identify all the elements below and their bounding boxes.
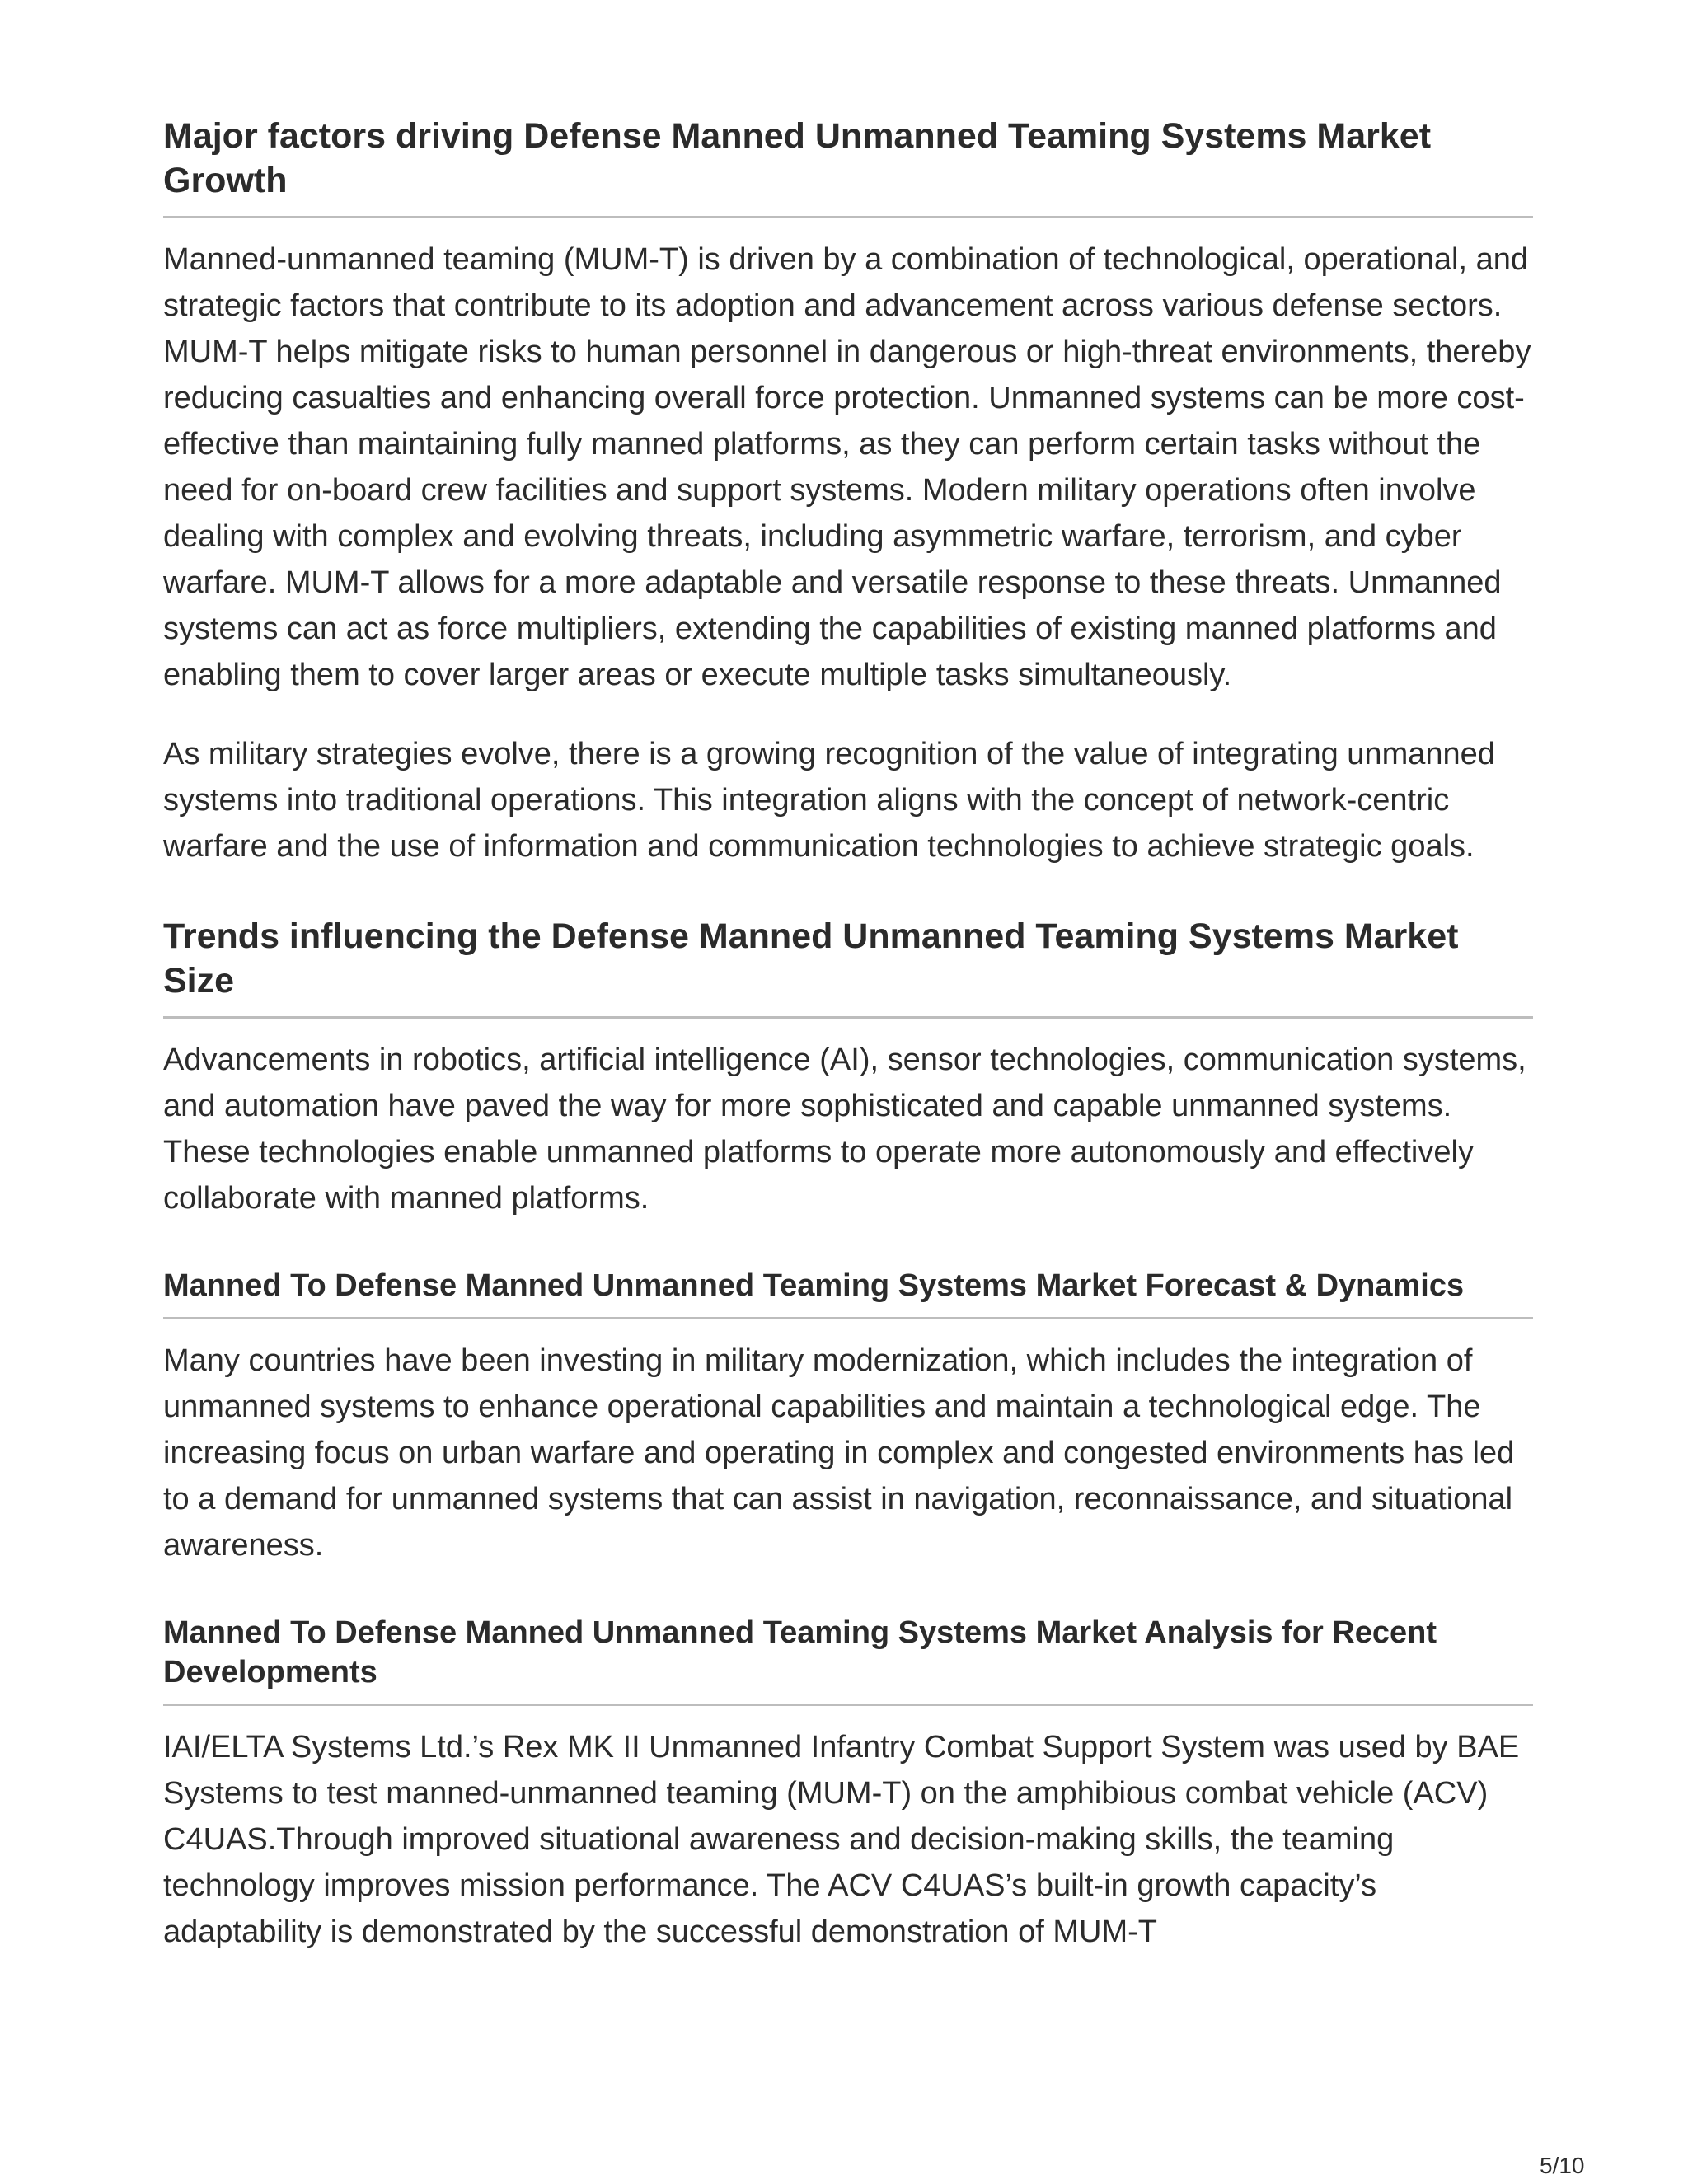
- paragraph-growth-factors-1: Manned-unmanned teaming (MUM-T) is driven by a combination of technological, operational, and strategic factors that contribute to its adoption and advancement across various defense sectors. MUM-T helps mitigate risks to human personnel in dangerous or high-threat environments, thereby reducing casualties and enhancing overall force protection. Unmanned systems can be more cost-effective than maintaining fully manned platforms, as they can perform certain tasks without the need for on-board crew facilities and support systems. Modern military operations often involve dealing with complex and evolving threats, including asymmetric warfare, terrorism, and cyber warfare. MUM-T allows for a more adaptable and versatile response to these threats. Unmanned systems can act as force multipliers, extending the capabilities of existing manned platforms and enabling them to cover larger areas or execute multiple tasks simultaneously.: [163, 242, 1531, 692]
- paragraph-recent-developments-1: IAI/ELTA Systems Ltd.’s Rex MK II Unmanned Infantry Combat Support System was used by BAE Systems to test manned-unmanned teaming (MUM-T) on the amphibious combat vehicle (ACV) C4UAS.Through improved situational awareness and decision-making skills, the teaming technology improves mission performance. The ACV C4UAS’s built-in growth capacity’s adaptability is demonstrated by the successful demonstration of MUM-T: [163, 1730, 1520, 1949]
- section-heading-recent-developments: Manned To Defense Manned Unmanned Teaming Systems Market Analysis for Recent Developments: [163, 1613, 1533, 1706]
- section-heading-growth-factors: Major factors driving Defense Manned Unmanned Teaming Systems Market Growth: [163, 114, 1533, 218]
- paragraph-growth-factors-2: As military strategies evolve, there is a growing recognition of the value of integrating unmanned systems into traditional operations. This integration aligns with the concept of network-centric warfare and the use of information and communication technologies to achieve strategic goals.: [163, 737, 1495, 864]
- paragraph-forecast-dynamics-1: Many countries have been investing in military modernization, which includes the integration of unmanned systems to enhance operational capabilities and maintain a technological edge. The increasing focus on urban warfare and operating in complex and congested environments has led to a demand for unmanned systems that can assist in navigation, reconnaissance, and situational awareness.: [163, 1343, 1515, 1563]
- section-heading-forecast-dynamics: Manned To Defense Manned Unmanned Teaming Systems Market Forecast & Dynamics: [163, 1266, 1533, 1319]
- document-body: [163, 114, 1533, 1955]
- section-heading-trends: Trends influencing the Defense Manned Unmanned Teaming Systems Market Size: [163, 914, 1533, 1019]
- paragraph-trends-1: Advancements in robotics, artificial intelligence (AI), sensor technologies, communication systems, and automation have paved the way for more sophisticated and capable unmanned systems. These technologies enable unmanned platforms to operate more autonomously and effectively collaborate with manned platforms.: [163, 1043, 1526, 1216]
- page-number: 5/10: [1540, 2153, 1585, 2178]
